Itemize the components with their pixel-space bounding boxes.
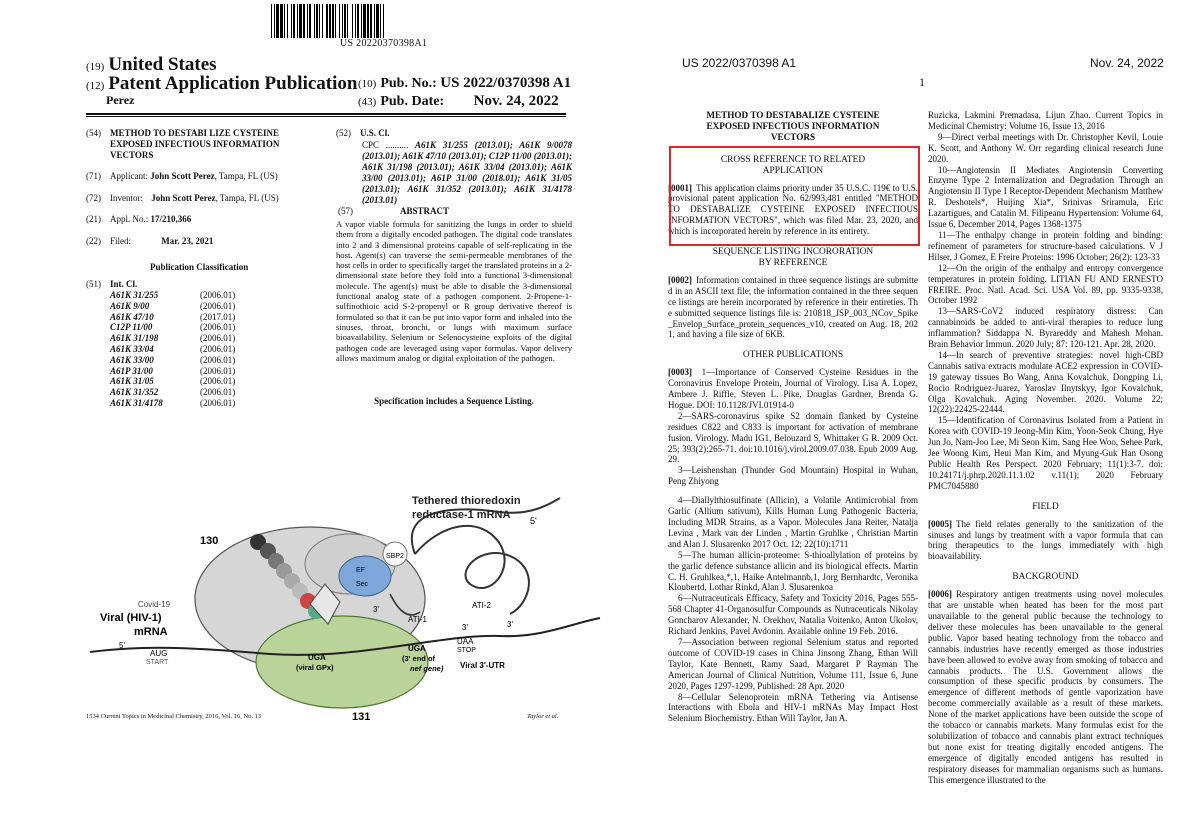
int-cl-row <box>110 290 290 301</box>
int-cl-code: C12P 11/00 <box>110 322 153 333</box>
abstract-heading <box>338 206 578 216</box>
abstract-text: A vapor viable formula for sanitizing the lungs in order to shield them from a digitally encoded pathogen. The digital code translates into 2 and 3 dimensional proteins capable of self-replicating in the host. Agent(s) can traverse the semi-permeable membranes of the host cells in order to specifically target the translated proteins in a 2-dimensional state before they fold into a functional 3-dimensional molecule. The agent(s) must be able to disable the 3-dimensional functional analog state of a pathogen component. 2-Propene-1-sulfinothioic acid S-2-propenyl or R group derivative thereof is formulated so that it can be put into vapor form and inhaled into the sinuses, throat, bronchi, or lungs with maximum surface bioavailability. Selenium or Selenocysteine exploits of the digital pathogen code are leveraged using vapor formulas. Vapor delivery allows maximum analog or digital exploitation of the pathogen. <box>336 219 572 363</box>
five-prime-top: 5' <box>530 516 537 526</box>
int-cl-year: (2006.01) <box>200 300 236 311</box>
header-inventor: Perez <box>106 93 135 107</box>
country: United States <box>108 54 217 75</box>
pub-date-code: (43) <box>358 96 377 108</box>
int-cl-year: (2006.01) <box>200 354 236 365</box>
paragraph-text: Respiratory antigen treatments using novel molecules that are unstable when heated has been for the most part unavailable to the general public because the technology to deliver these molecules has been unavailable to the general public. Vapor based heating technology from the tobacco and cannabis industries have recently emerged as those industries have been allowed to evolve away from smoking of tobacco and cannabis products. The U.S. Government allows the consumption of these specific products by consumers. The emergence of different methods of gentle vaporization have become commercially available as a result of these markets. None of the market applications have been outside the scope of the tobacco or cannabis markets. Many formulas exist for the solubilization of tobacco and cannabis plant extract techniques but none exist for treating digitally encoded antigens. The emergence of digitally encoded antigens has resulted in respiratory diseases for mammalian organisms such as humans. This emergence illustrated to the <box>928 589 1163 785</box>
ati-2-label: ATI-2 <box>472 601 491 610</box>
int-cl-row <box>110 312 290 323</box>
publication-reference: Ruzicka, Lakmini Premadasa, Lijun Zhao. Current Topics in Medicinal Chemistry: Volume 16, Issue 13, 2016 <box>928 110 1163 131</box>
paragraph-number: [0005] <box>928 518 952 529</box>
figure-footer-journal: 1534 Current Topics in Medicinal Chemistry, 2016, Vol. 16, No. 13 <box>86 713 262 720</box>
applicant-line <box>110 171 278 181</box>
country-code: (19) <box>86 61 105 73</box>
inventor-line <box>110 193 279 203</box>
inventor-label: Inventor: <box>110 193 143 203</box>
paragraph-number: [0003] <box>668 367 692 378</box>
publication-reference: 15—Identification of Coronavirus Isolated from a Patient in Korea with COVID-19 Jeong-Min Kim, Yoon-Seok Chung, Hye Jun Jo, Nam-Joo Lee, Mi Seon Kim, Sang Hee Woo, Sehee Park, Jee Woong Kim, Heui Man Kim, and Myung-Guk Han Osong Public Health Res Perspect. 2020 February; 11(1):3-7. doi: 10.24171/j.phrp.2020.11.1.02 v.11(1); 2020 February PMC7045880 <box>928 415 1163 491</box>
int-cl-code: A61K 9/00 <box>110 300 150 311</box>
publication-type: Patent Application Publication <box>108 73 358 94</box>
type-code: (12) <box>86 80 105 92</box>
sec-label: Sec <box>356 581 369 588</box>
paragraph-number: [0006] <box>928 589 952 600</box>
title-field <box>86 128 326 160</box>
figure-footer-authors: Taylor et al. <box>527 713 559 720</box>
invention-title: METHOD TO DESTABI LIZE CYSTEINE EXPOSED INFECTIOUS INFORMATION VECTORS <box>110 128 280 160</box>
int-cl-label: Int. Cl. <box>110 279 138 289</box>
paragraph-text: This application claims priority under 35 U.S.C. 119€ to U.S. provisional patent application No. 62/993,481 entitled "METHOD TO DESTABALIZE CYSTEINE EXPOSED INFECTIOUS INFORMATION VECTORS", which was filed Mar. 23, 2020, and which is incorporated herein by reference in its entirety. <box>668 182 918 237</box>
paragraph-number: [0001] <box>668 182 692 193</box>
paragraph-0005 <box>928 519 1163 563</box>
description-title: METHOD TO DESTABALIZE CYSTEINE EXPOSED INFECTIOUS INFORMATION VECTORS <box>706 110 880 142</box>
header-rule-thin <box>86 116 566 117</box>
paragraph-0002 <box>668 275 918 340</box>
publication-reference: 4—Diallylthiosulfinate (Allicin), a Volatile Antimicrobial from Garlic (Allium sativum), Kills Human Lung Pathogenic Bacteria, Including MDR Strains, as a Vapor. Molecules Jana Reiter, Natalja Levina , Mark van der Linden , Martin Gruhlke , Christian Martin and Alan J. Slusarenko 2017 Oct. 12; 22(10):1711 <box>668 495 918 549</box>
cpc-codes: A61K 31/255 (2013.01); A61K 9/0078 (2013.01); A61K 47/10 (2013.01); C12P 11/00 (2013.01); A61K 31/198 (2013.01); A61K 33/04 (2013.01); A61K 33/00 (2013.01); A61P 31/00 (2018.01); A61K 31/05 (2013.01); A61K 31/352 (2013.01); A61K 31/4178 (2013.01) <box>362 140 573 205</box>
uga-gpx-line2: (viral GPx) <box>296 663 334 672</box>
int-cl-row <box>110 376 290 387</box>
barcode-bar <box>384 4 386 38</box>
int-cl-year: (2017.01) <box>200 311 236 322</box>
appl-code: (21) <box>86 214 101 224</box>
int-cl-year: (2006.01) <box>200 322 236 333</box>
publication-reference: 9—Direct verbal meetings with Dr. Christopher Kevil, Louie K. Scott, and Anthony W. Orr regarding clinical research June 2020. <box>928 131 1163 164</box>
page-number: 1 <box>919 75 925 89</box>
paragraph-0003 <box>668 367 918 724</box>
aug-label: AUG <box>150 649 168 658</box>
publication-reference: 10—Angiotensin II Mediates Angiotensin Converting Enzyme Type 2 Internalization and Degradation Through an Angiotensin II Type I Receptor-Dependent Mechanism Matthew R. Deshotels*, Huijing Xia*, Srinivas Sriramula, Eric Lazartigues, and Catalin M. Filipeanu Hypertension: Volume 64, Issue 6, December 2014, Pages 1368-1375 <box>928 164 1163 230</box>
pub-date-line <box>358 93 559 110</box>
publication-reference: 12—On the origin of the enthalpy and entropy convergence temperatures in protein folding. LITIAN FU AND ERNESTO FREIRE. Proc. Natl. Acad. Sci. USA Vol. 89, pp. 9335-9338, October 1992 <box>928 262 1163 306</box>
int-cl-row <box>110 322 290 333</box>
int-cl-code: A61K 33/00 <box>110 354 154 365</box>
appl-line <box>110 214 191 224</box>
cross-reference-heading: CROSS REFERENCE TO RELATED APPLICATION <box>720 154 866 176</box>
five-prime-left: 5' <box>119 641 125 650</box>
running-header-pub-number: US 2022/0370398 A1 <box>682 56 797 70</box>
sequence-listing-heading: SEQUENCE LISTING INCORORATION BY REFERENCE <box>712 247 874 268</box>
barcode-number: US 20220370398A1 <box>340 38 428 49</box>
publication-reference: 6—Nutraceuticals Efficacy, Safety and Toxicity 2016, Pages 555-568 Chapter 41-Organosulfur Compounds as Nutraceuticals Nikolay Goncharov Alexander, N. Orekhov, Natalia Voitenko, Anton Ukolov, Richard Jenkins, Pavel Avdonin. Available online 19 Feb. 2016. <box>668 593 918 637</box>
label-131: 131 <box>352 711 371 723</box>
label-130: 130 <box>200 535 219 547</box>
int-cl-code: A61K 47/10 <box>110 311 154 322</box>
applicant-code: (71) <box>86 171 101 181</box>
start-label: START <box>146 659 169 666</box>
int-cl-year: (2006.01) <box>200 343 236 354</box>
ef-label: EF <box>356 567 365 574</box>
viral-label-line1: Viral (HIV-1) <box>100 612 162 624</box>
filed-field <box>86 236 214 246</box>
paragraph-0006 <box>928 589 1163 785</box>
applicant-location: , Tampa, FL (US) <box>214 171 278 181</box>
applicant-name: John Scott Perez <box>150 171 215 181</box>
filed-label: Filed: <box>110 236 132 246</box>
ef-factor <box>339 556 391 596</box>
int-cl-list <box>110 290 290 409</box>
int-cl-code: (51) <box>86 279 101 289</box>
us-cl-label: U.S. Cl. <box>360 128 390 138</box>
publication-list <box>668 367 918 724</box>
uga-gpx-line1: UGA <box>308 653 326 662</box>
publication-reference: 5—The human allicin-proteome: S-thioallylation of proteins by the garlic defence substance allicin and its biological effects. Martin C. H. Gruhlkea,*,1, Haike Antelmannb,1, Jorg Bernhardtc, Veronika Kloubertd, Lothar Rinkd, Alan J. Slusarenkoa <box>668 549 918 593</box>
appl-label: Appl. No.: <box>110 214 149 224</box>
abstract-code: (57) <box>338 206 353 216</box>
int-cl-code: A61K 31/198 <box>110 333 159 344</box>
inventor-field <box>86 193 279 203</box>
field-heading: FIELD <box>1032 501 1059 512</box>
int-cl-code: A61K 31/352 <box>110 387 159 398</box>
int-cl-row <box>110 333 290 344</box>
int-cl-year: (2006.01) <box>200 333 236 344</box>
appl-number: 17/210,366 <box>150 214 192 224</box>
viral-label-line2: mRNA <box>134 626 168 638</box>
three-prime-a: 3' <box>373 605 379 614</box>
other-publications-heading: OTHER PUBLICATIONS <box>742 350 844 361</box>
tethered-title-line1: Tethered thioredoxin <box>412 495 521 507</box>
highlight-box <box>669 146 920 246</box>
int-cl-code: A61K 31/255 <box>110 290 159 300</box>
int-cl-code: A61P 31/00 <box>110 365 153 376</box>
int-cl-row <box>110 301 290 312</box>
stop-label: STOP <box>457 647 476 654</box>
int-cl-row <box>110 398 290 409</box>
paragraph-text: The field relates generally to the sanitization of the sinuses and lungs by treatment with a vapor formula that can bring therapeutics to the lungs immediately with high bioavailability. <box>928 518 1163 562</box>
filed-line <box>110 236 213 246</box>
paragraph-text: Information contained in three sequence listings are submitted in an ASCII text file; the information contained in the three sequence listings are herein incorporated by reference in their entireties. The submitted sequence listings file is: 210818_JSP_003_NCov_Spike_Envelop_Surface_protein_sequences_v10, created on Aug. 18, 2021, and having a file size of 6KB. <box>668 274 918 340</box>
int-cl-code: A61K 31/05 <box>110 376 154 387</box>
int-cl-code-row <box>86 279 101 289</box>
publication-reference: 1—Importance of Conserved Cysteine Residues in the Coronavirus Envelope Protein, Journal of Virology. Lisa A. Lopez, Ambere J. Riffle, Steven L. Pike, Douglas Gardner, Brenda G. Hogue. DOI: 10.1128/JVI.01914-0 <box>668 367 918 410</box>
paragraph-number: [0002] <box>668 274 692 285</box>
int-cl-code: A61K 31/4178 <box>110 397 163 408</box>
publication-reference: 8—Cellular Selenoprotein mRNA Tethering via Antisense Interactions with Ebola and HIV-1 mRNAs May Impact Host Selenium Biochemistry. Ethan Will Taylor, Jan A. <box>668 691 918 724</box>
tethered-title-line2: reductase-1 mRNA <box>412 509 511 521</box>
title-code: (54) <box>86 128 101 138</box>
description-column-right <box>928 110 1163 785</box>
us-cl-code: (52) <box>336 128 351 138</box>
appl-no-field <box>86 214 192 224</box>
abstract-label: ABSTRACT <box>400 206 450 216</box>
background-heading: BACKGROUND <box>1012 572 1079 583</box>
barcode <box>271 4 504 38</box>
three-prime-b: 3' <box>462 623 468 632</box>
publication-reference: 2—SARS-coronavirus spike S2 domain flanked by Cysteine residues C822 and C833 is important for activation of membrane fusion. Virology. Madu IG1, Belouzard S, Whittaker G R. 2009 Oct. 25; 393(2):265-71. doi:10.1016/j.virol.2009.07.038. Epub 2009 Aug. 29. <box>668 410 918 465</box>
applicant-label: Applicant: <box>110 171 148 181</box>
publication-type-line <box>86 73 357 95</box>
patent-description-page <box>600 0 1199 836</box>
publication-list-continued <box>928 110 1163 492</box>
int-cl-row <box>110 366 290 377</box>
header-rule <box>86 113 566 115</box>
uaa-label: UAA <box>457 637 474 646</box>
filed-code: (22) <box>86 236 101 246</box>
publication-classification-heading: Publication Classification <box>150 262 249 272</box>
cpc-classifications <box>362 140 572 206</box>
int-cl-year: (2006.01) <box>200 290 236 300</box>
front-page-figure <box>60 484 620 728</box>
publication-reference: 3—Leishenshan (Thunder God Mountain) Hospital in Wuhan, Peng Zhiyong <box>668 465 918 487</box>
pub-number-line <box>358 75 571 92</box>
int-cl-row <box>110 344 290 355</box>
uga-end-line2: (3' end of <box>402 654 436 663</box>
int-cl-year: (2006.01) <box>200 397 236 408</box>
pub-number: US 2022/0370398 A1 <box>440 75 572 91</box>
int-cl-code: A61K 33/04 <box>110 343 154 354</box>
uga-end-line3: nef gene) <box>410 664 444 673</box>
applicant-field <box>86 171 278 181</box>
us-cl-heading <box>336 128 390 138</box>
three-prime-c: 3' <box>507 620 513 629</box>
running-header-date: Nov. 24, 2022 <box>1090 56 1164 70</box>
ati-1-label: ATI-1 <box>408 615 427 624</box>
publication-reference: 11—The enthalpy change in protein folding and binding: refinement of parameters for structure-based calculations. V J Hilser, J Gomez, E Freire Proteins: 1996 October; 26(2): 123-33 <box>928 229 1163 262</box>
pub-date: Nov. 24, 2022 <box>473 93 559 109</box>
publication-reference: 13—SARS-CoV2 induced respiratory distress: Can cannabinoids be added to anti-viral therapies to reduce lung inflammation? Siddappa N. Byrareddy and Mahesh Mohan. Brain Behavior Immun. 2020 July; 87: 120-121. Apr. 28, 2020. <box>928 306 1163 350</box>
pub-no-code: (10) <box>358 78 377 90</box>
inventor-code: (72) <box>86 193 101 203</box>
int-cl-row <box>110 355 290 366</box>
cpc-label: CPC .......... <box>362 140 409 150</box>
covid-label: Covid-19 <box>138 600 171 609</box>
int-cl-year: (2006.01) <box>200 387 236 398</box>
publication-reference: 7—Association between regional Selenium status and reported outcome of COVID-19 cases in China Jinsong Zhang, Ethan Will Taylor, Kate Bennett, Ramy Saad, Margaret P Rayman The American Journal of Clinical Nutrition, Volume 111, Issue 6, June 2020, Pages 1297-1299, Published: 28 Apr. 2020 <box>668 636 918 691</box>
inventor-name: John Scott Perez <box>151 193 216 203</box>
inventor-location: , Tampa, FL (US) <box>215 193 279 203</box>
pub-no-label: Pub. No.: <box>380 76 437 91</box>
int-cl-year: (2006.01) <box>200 376 236 387</box>
filed-date: Mar. 23, 2021 <box>161 236 214 246</box>
publication-reference: 14—In search of preventive strategies: novel high-CBD Cannabis sativa extracts modulate ACE2 expression in COVID-19 gateway tissues Bo Wang, Anna Kovalchuk, Dongping Li, Rocio Rodriguez-Juarez, Yaroslav Ilnytskyy, Igor Kovalchuk, Olga Kovalchuk. Aging November. 2020. Volume 22; 12(22):22425-22444. <box>928 349 1163 415</box>
sequence-listing-note: Specification includes a Sequence Listing. <box>374 396 534 406</box>
pub-date-label: Pub. Date: <box>380 94 445 109</box>
int-cl-row <box>110 387 290 398</box>
viral-utr-label: Viral 3'-UTR <box>460 661 505 670</box>
sbp2-label: SBP2 <box>386 553 404 560</box>
int-cl-year: (2006.01) <box>200 365 236 376</box>
uga-end-line1: UGA <box>408 644 426 653</box>
